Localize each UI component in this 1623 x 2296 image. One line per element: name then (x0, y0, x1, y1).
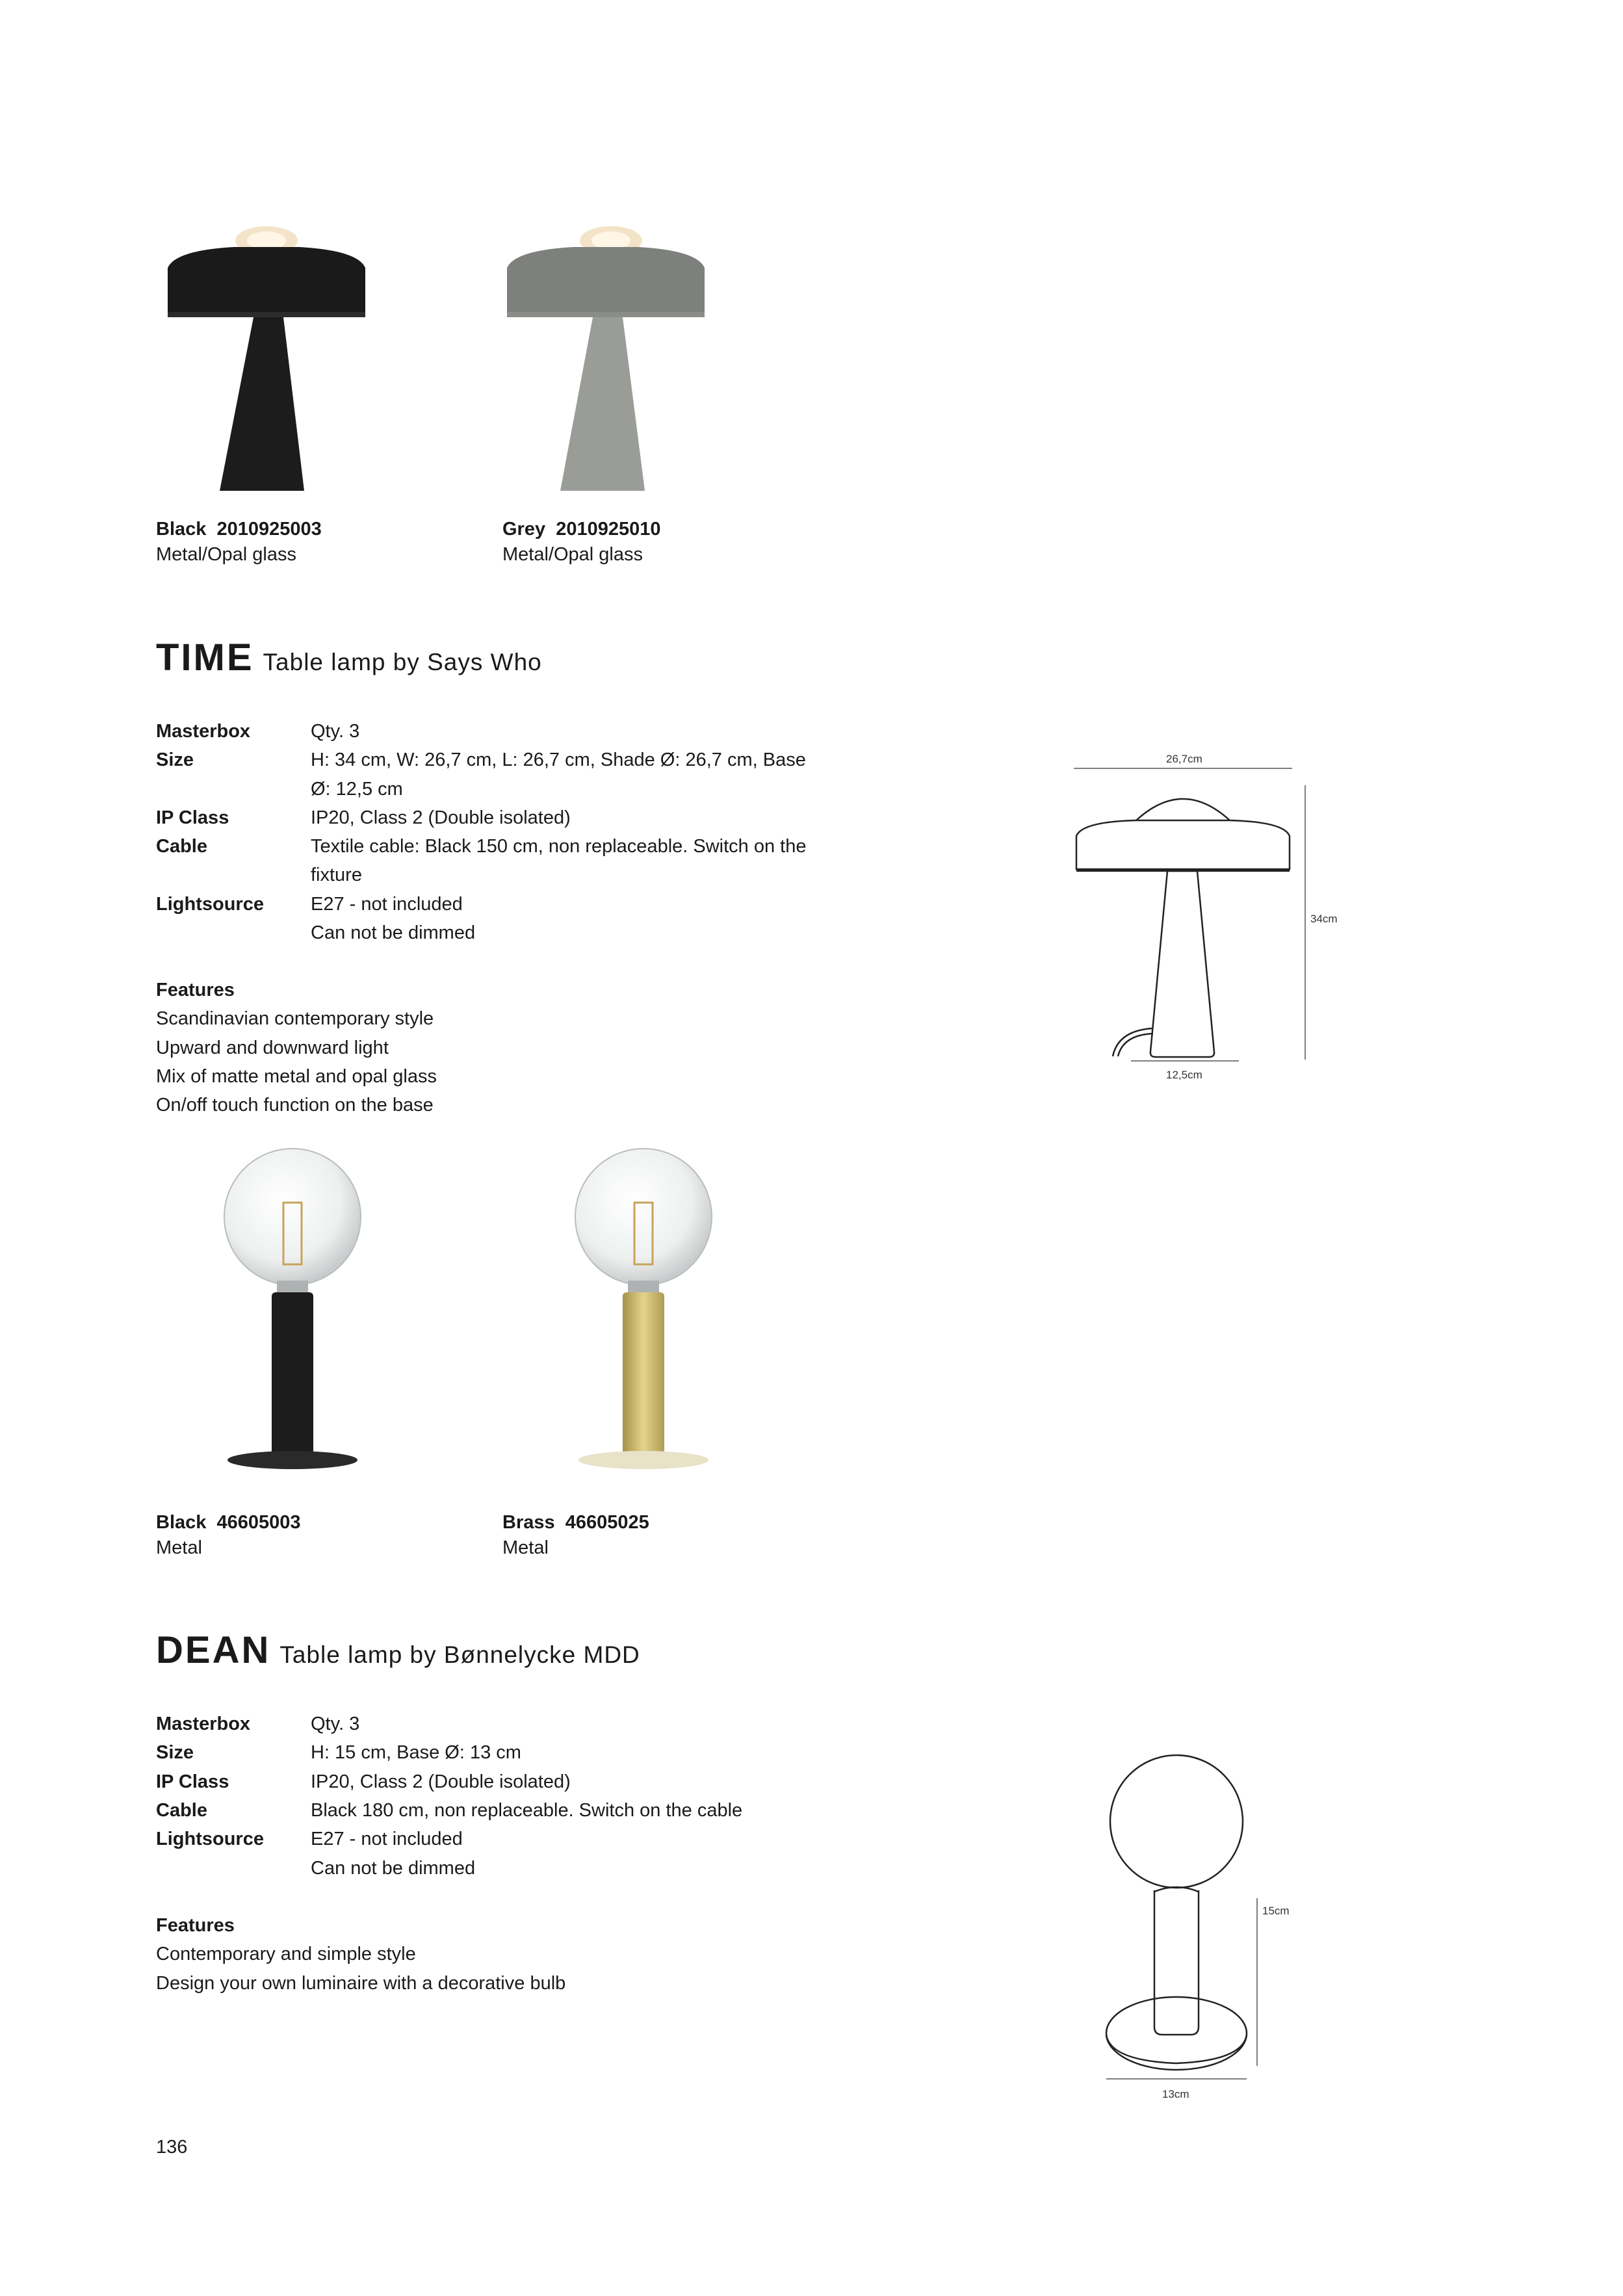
spec-label: Masterbox (156, 1714, 251, 1734)
dimension-width: 26,7cm (1166, 753, 1202, 765)
dimension-base: 12,5cm (1166, 1069, 1202, 1081)
feature-item: Scandinavian contemporary style (156, 1008, 434, 1030)
product-subtitle: Table lamp by Says Who (263, 649, 542, 675)
spec-value: H: 15 cm, Base Ø: 13 cm (311, 1742, 521, 1764)
product-title: TIME (156, 636, 254, 679)
dean-brass-photo (546, 1144, 741, 1482)
time-variant-black-caption: Black 2010925003 Metal/Opal glass (156, 519, 322, 565)
features-heading: Features (156, 980, 235, 1000)
spec-value: Can not be dimmed (311, 922, 476, 944)
spec-value: E27 - not included (311, 893, 463, 915)
spec-label: IP Class (156, 807, 229, 828)
dean-technical-drawing (1092, 1749, 1313, 2113)
features-heading: Features (156, 1915, 235, 1936)
spec-value: E27 - not included (311, 1829, 463, 1850)
time-variant-grey-caption: Grey 2010925010 Metal/Opal glass (502, 519, 661, 565)
spec-value: Qty. 3 (311, 721, 360, 742)
product-title: DEAN (156, 1629, 271, 1671)
time-features (156, 976, 437, 1119)
dean-heading (156, 1628, 640, 1672)
feature-item: Contemporary and simple style (156, 1944, 416, 1965)
time-technical-drawing (1053, 741, 1345, 1092)
dimension-base: 13cm (1162, 2088, 1189, 2100)
time-grey-photo (500, 195, 721, 501)
spec-value: H: 34 cm, W: 26,7 cm, L: 26,7 cm, Shade Ø: 26,7 cm, Base Ø: 12,5 cm (311, 750, 806, 800)
spec-label: Cable (156, 1799, 207, 1821)
dean-variant-brass-caption: Brass 46605025 Metal (502, 1512, 649, 1558)
product-subtitle: Table lamp by Bønnelycke MDD (279, 1641, 640, 1668)
dean-specs (156, 1710, 871, 1892)
spec-value: Can not be dimmed (311, 1857, 476, 1879)
dimension-height: 15cm (1262, 1905, 1290, 1917)
spec-label: Masterbox (156, 721, 251, 742)
spec-label: Size (156, 1742, 194, 1764)
dimension-height: 34cm (1310, 913, 1338, 925)
dean-black-photo (195, 1144, 390, 1482)
time-heading (156, 636, 542, 679)
time-specs (156, 717, 871, 951)
spec-label: Lightsource (156, 893, 264, 915)
spec-value: Qty. 3 (311, 1714, 360, 1734)
spec-value: IP20, Class 2 (Double isolated) (311, 807, 571, 828)
time-black-photo (156, 195, 377, 501)
dean-variant-black-caption: Black 46605003 Metal (156, 1512, 301, 1558)
dean-features (156, 1911, 565, 1998)
feature-item: Mix of matte metal and opal glass (156, 1065, 437, 1087)
spec-label: Cable (156, 836, 207, 857)
spec-label: Size (156, 750, 194, 771)
feature-item: Design your own luminaire with a decorative bulb (156, 1972, 566, 1994)
spec-label: Lightsource (156, 1829, 264, 1850)
spec-value: IP20, Class 2 (Double isolated) (311, 1771, 571, 1792)
feature-item: On/off touch function on the base (156, 1095, 434, 1116)
spec-value: Textile cable: Black 150 cm, non replaceable. Switch on the fixture (311, 836, 807, 886)
page-number: 136 (156, 2137, 188, 2158)
spec-label: IP Class (156, 1771, 229, 1792)
spec-value: Black 180 cm, non replaceable. Switch on the cable (311, 1799, 743, 1821)
feature-item: Upward and downward light (156, 1037, 389, 1058)
